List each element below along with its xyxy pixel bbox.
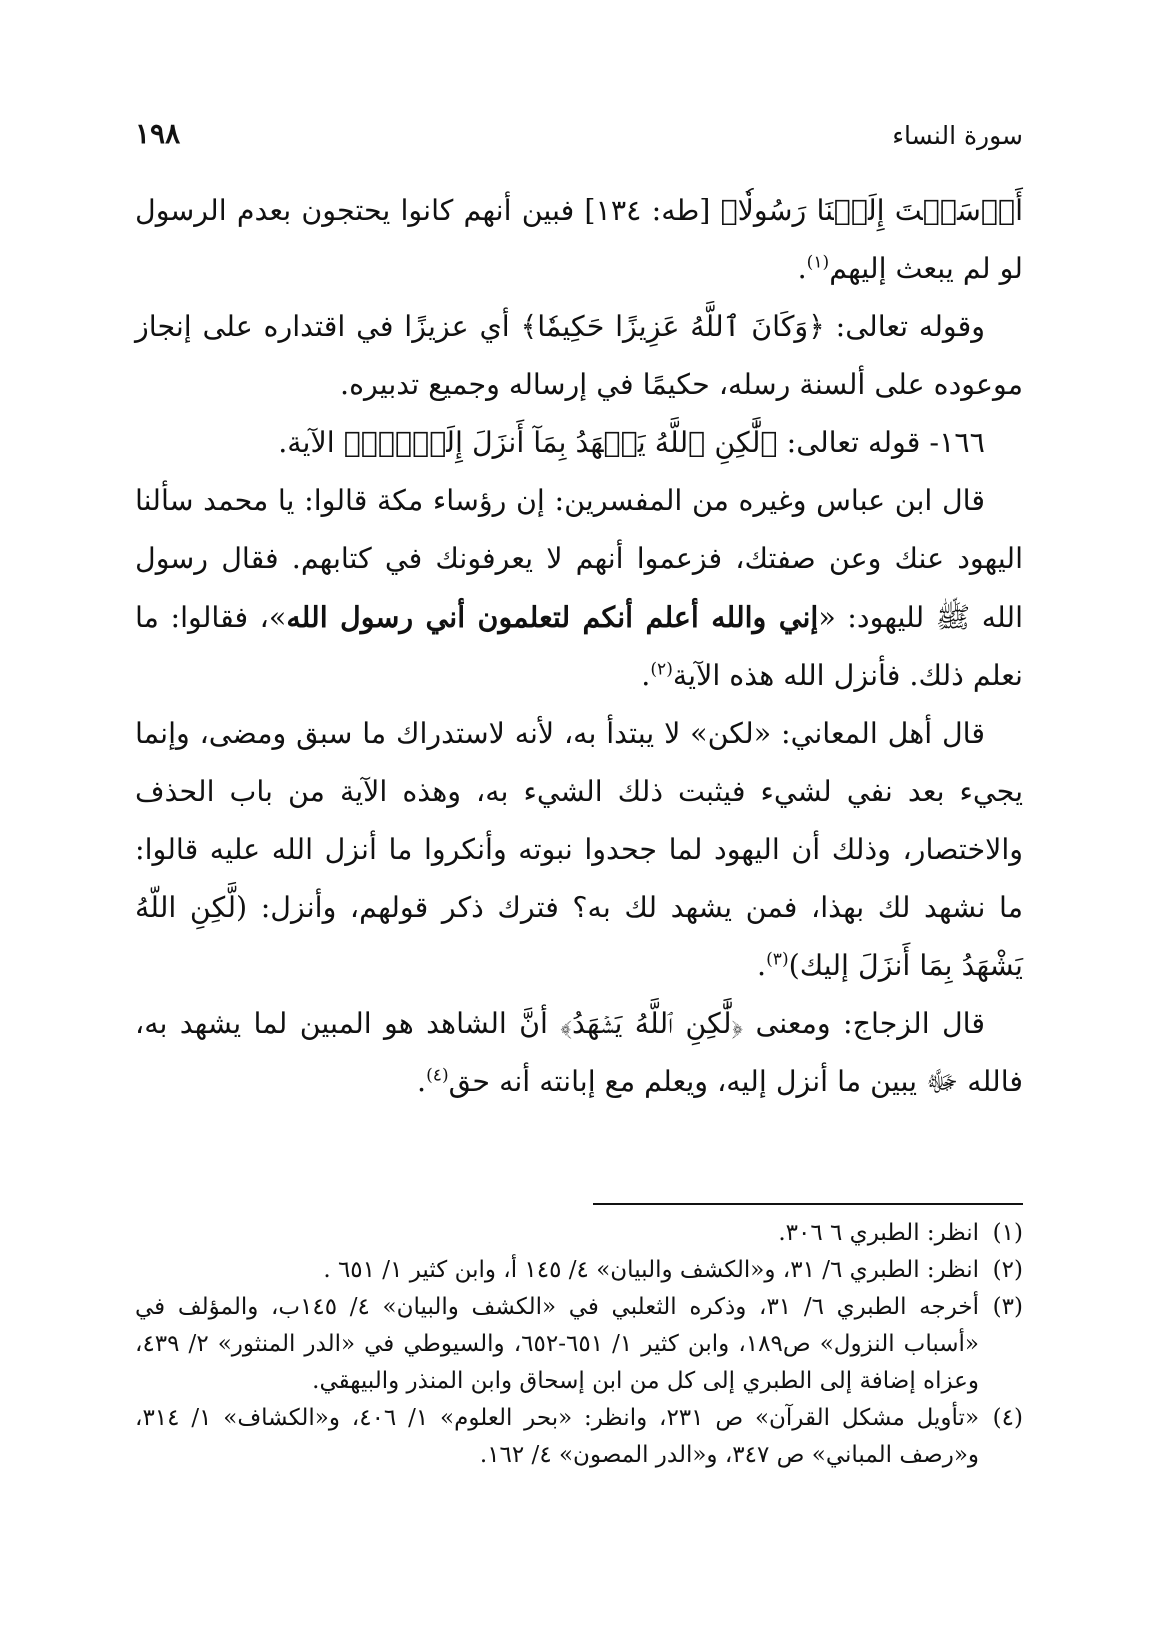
footnote-ref: (٤) — [426, 1065, 449, 1086]
paragraph-text: »، فقالوا: ما نعلم ذلك. فأنزل الله هذه الآية — [135, 601, 1023, 692]
paragraph-end: . — [417, 1065, 427, 1098]
footnote-ref: (١) — [806, 252, 830, 273]
paragraph — [135, 182, 1023, 298]
hadith-quote: إني والله أعلم أنكم لتعلمون أني رسول الله — [286, 600, 819, 634]
paragraph — [135, 705, 1023, 995]
paragraph-text: قال الزجاج: ومعنى ﴿لَّٰكِنِ ٱللَّهُ يَشۡهَدُ﴾ أنَّ الشاهد هو المبين لما يشهد به، فالله ﷻ يبين ما أنزل إليه، ويعلم مع إبانته أنه حق — [135, 1007, 1023, 1098]
running-title: سورة النساء — [892, 121, 1023, 150]
verse-heading: ١٦٦- قوله تعالى: ﴿لَّٰكِنِ ٱللَّهُ يَشۡهَدُ بِمَآ أَنزَلَ إِلَيۡكَۖ﴾ الآية. — [278, 426, 985, 459]
footnote-text: انظر: الطبري ٦/ ٣١، و«الكشف والبيان» ٤/ ١٤٥ أ، وابن كثير ١/ ٦٥١ . — [323, 1257, 979, 1283]
footnote-number: (٢) — [992, 1257, 1023, 1283]
footnote — [135, 1400, 1023, 1474]
footnote-text: أخرجه الطبري ٦/ ٣١، وذكره الثعلبي في «الكشف والبيان» ٤/ ١٤٥ب، والمؤلف في «أسباب النزول» ص١٨٩، وابن كثير ١/ ٦٥١-٦٥٢، والسيوطي في «الدر المنثور» ٢/ ٤٣٩، وعزاه إضافة إلى الطبري إلى كل من ابن إسحاق وابن المنذر والبيهقي. — [135, 1294, 979, 1394]
footnote-ref: (٢) — [650, 659, 673, 680]
paragraph — [135, 472, 1023, 705]
paragraph-text: أَرۡسَلۡتَ إِلَيۡنَا رَسُولٗا﴾ [طه: ١٣٤] فبين أنهم كانوا يحتجون بعدم الرسول لو لم يبعث إليهم — [135, 194, 1023, 285]
paragraph-end: . — [757, 949, 767, 982]
paragraph-text: قال ابن عباس وغيره من المفسرين: إن رؤساء مكة قالوا: يا محمد سألنا اليهود عنك وعن صفتك، فزعموا أنهم لا يعرفونك في كتابهم. فقال رسول الله ﷺ لليهود: « — [135, 484, 1024, 634]
footnote-number: (١) — [992, 1220, 1023, 1246]
page-number: ١٩٨ — [135, 117, 181, 150]
footnote — [135, 1252, 1023, 1289]
footnote-number: (٣) — [992, 1294, 1023, 1320]
footnote-text: «تأويل مشكل القرآن» ص ٢٣١، وانظر: «بحر العلوم» ١/ ٤٠٦، و«الكشاف» ١/ ٣١٤، و«رصف المباني» ص ٣٤٧، و«الدر المصون» ٤/ ١٦٢. — [135, 1405, 980, 1468]
paragraph-end: . — [797, 252, 807, 285]
footnotes — [135, 1215, 1023, 1474]
page-header — [135, 100, 1023, 150]
paragraph: وقوله تعالى: ﴿وَكَانَ ٱللَّهُ عَزِيزًا حَكِيمٗا﴾ أي عزيزًا في اقتداره على إنجاز موعوده على ألسنة رسله، حكيمًا في إرساله وجميع تدبيره. — [135, 310, 1023, 401]
main-text — [135, 182, 1023, 1111]
footnote-divider — [593, 1203, 1023, 1205]
footnote — [135, 1215, 1023, 1252]
footnote-ref: (٣) — [766, 949, 789, 970]
paragraph-end: . — [641, 659, 651, 692]
footnote — [135, 1289, 1023, 1400]
paragraph — [135, 995, 1023, 1111]
paragraph-text: قال أهل المعاني: «لكن» لا يبتدأ به، لأنه لاستدراك ما سبق ومضى، وإنما يجيء بعد نفي لشيء فيثبت ذلك الشيء به، وهذه الآية من باب الحذف والاختصار، وذلك أن اليهود لما جحدوا نبوته وأنكروا ما أنزل الله عليه قالوا: ما نشهد لك بهذا، فمن يشهد لك به؟ فترك ذكر قولهم، وأنزل: (لَّكِنِ اللّهُ يَشْهَدُ بِمَا أَنزَلَ إليك) — [135, 717, 1023, 982]
footnote-number: (٤) — [992, 1405, 1023, 1431]
footnote-text: انظر: الطبري ٦ ٣٠٦. — [778, 1220, 979, 1246]
